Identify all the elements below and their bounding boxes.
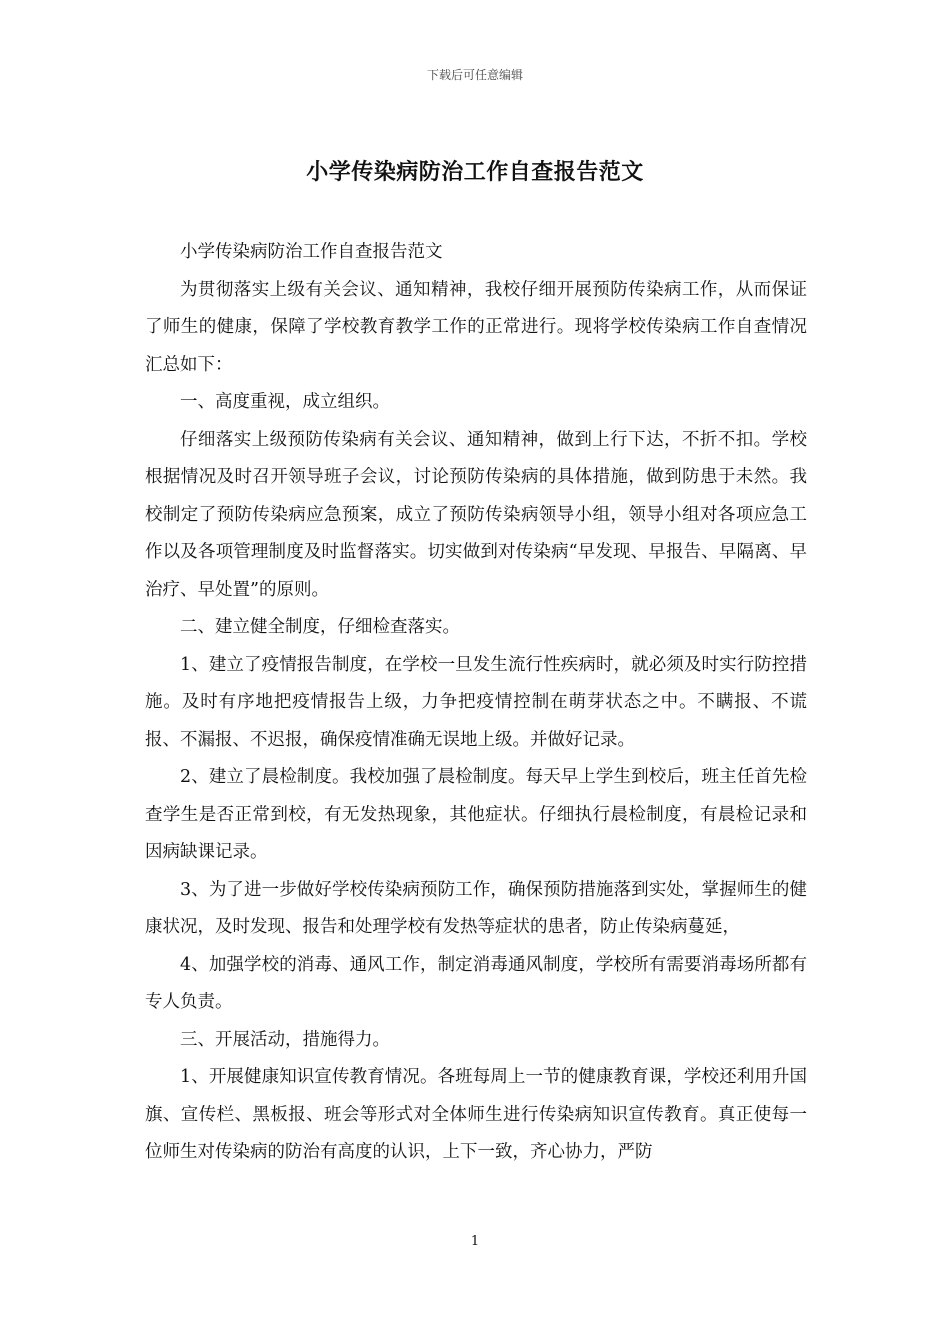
section-heading-3: 三、开展活动，措施得力。 — [180, 1029, 390, 1050]
paragraph-item-3-1: 1、开展健康知识宣传教育情况。各班每周上一节的健康教育课，学校还利用升国旗、宣传栏、黑板报、班会等形式对全体师生进行传染病知识宣传教育。真正使每一位师生对传染病的防治有高度的认识，上下一致，齐心协力，严防 — [145, 1067, 807, 1162]
paragraph-intro: 为贯彻落实上级有关会议、通知精神，我校仔细开展预防传染病工作，从而保证了师生的健康，保障了学校教育教学工作的正常进行。现将学校传染病工作自查情况汇总如下： — [145, 279, 807, 375]
document-body — [145, 234, 807, 1172]
paragraph-item-2-4: 4、加强学校的消毒、通风工作，制定消毒通风制度，学校所有需要消毒场所都有专人负责。 — [145, 954, 807, 1012]
paragraph-item-2-3: 3、为了进一步做好学校传染病预防工作，确保预防措施落到实处，掌握师生的健康状况，及时发现、报告和处理学校有发热等症状的患者，防止传染病蔓延， — [145, 879, 807, 937]
header-note: 下载后可任意编辑 — [426, 68, 523, 82]
section-heading-1: 一、高度重视，成立组织。 — [180, 392, 390, 412]
paragraph-section-1: 仔细落实上级预防传染病有关会议、通知精神，做到上行下达，不折不扣。学校根据情况及时召开领导班子会议，讨论预防传染病的具体措施，做到防患于未然。我校制定了预防传染病应急预案，成立了预防传染病领导小组，领导小组对各项应急工作以及各项管理制度及时监督落实。切实做到对传染病“早发现、早报告、早隔离、早治疗、早处置”的原则。 — [145, 429, 807, 600]
section-heading-2: 二、建立健全制度，仔细检查落实。 — [180, 617, 460, 637]
document-title: 小学传染病防治工作自查报告范文 — [306, 159, 644, 185]
paragraph-item-2-1: 1、建立了疫情报告制度，在学校一旦发生流行性疾病时，就必须及时实行防控措施。及时有序地把疫情报告上级，力争把疫情控制在萌芽状态之中。不瞒报、不谎报、不漏报、不迟报，确保疫情准确无误地上级。并做好记录。 — [145, 654, 807, 750]
paragraph-subtitle: 小学传染病防治工作自查报告范文 — [180, 242, 443, 262]
page-number: 1 — [470, 1234, 480, 1249]
paragraph-item-2-2: 2、建立了晨检制度。我校加强了晨检制度。每天早上学生到校后，班主任首先检查学生是否正常到校，有无发热现象，其他症状。仔细执行晨检制度，有晨检记录和因病缺课记录。 — [145, 767, 807, 862]
